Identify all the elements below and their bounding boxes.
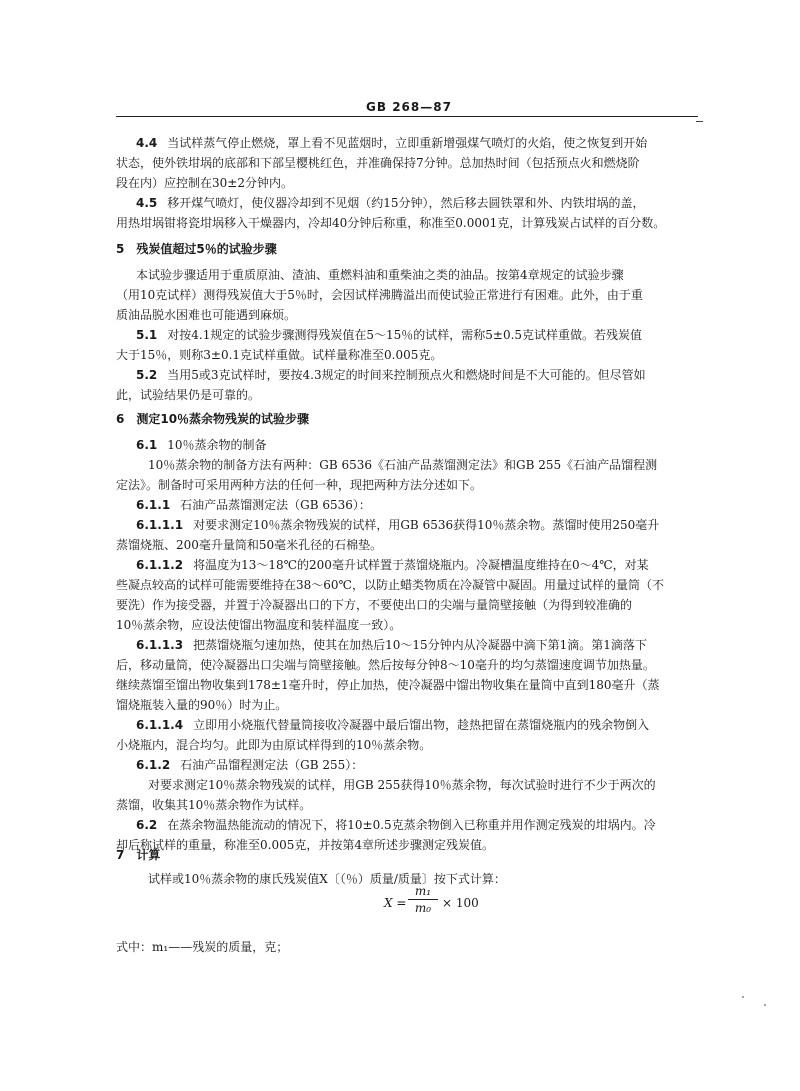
para-4-4-text-1: 当试样蒸气停止燃烧，罩上看不见蓝烟时，立即重新增强煤气喷灯的火焰，使之恢复到开始 <box>167 136 648 150</box>
para-6-1-number: 6.1 <box>136 438 158 452</box>
para-4-4-number: 4.4 <box>136 136 158 150</box>
para-6-1-1-3-line-2: 后，移动量筒，使冷凝器出口尖端与筒壁接触。然后按每分钟8～10毫升的均匀蒸馏速度调节加热量。 <box>116 658 655 672</box>
formula-denominator: m₀ <box>414 901 432 915</box>
para-5-1-line-2: 大于15％，则称3±0.1克试样重做。试样量称准至0.005克。 <box>116 348 443 362</box>
para-6-1-1-2-line-1 <box>136 556 649 574</box>
para-6-1-title-text: 10％蒸余物的制备 <box>167 438 267 452</box>
para-5-2-line-1 <box>136 366 646 384</box>
para-4-4-line-2: 状态，使外铁坩埚的底部和下部呈樱桃红色，并准确保持7分钟。总加热时间（包括预点火和燃烧阶 <box>116 156 640 170</box>
para-5-2-text-1: 当用5或3克试样时，要按4.3规定的时间来控制预点火和燃烧时间是不大可能的。但尽管如 <box>167 368 646 382</box>
section-7-heading: 7 计算 <box>116 848 161 862</box>
para-6-1-1-1-number: 6.1.1.1 <box>136 518 184 532</box>
para-6-1-1-1-text-1: 对要求测定10％蒸余物残炭的试样，用GB 6536获得10％蒸余物。蒸馏时使用250毫升 <box>193 518 660 532</box>
formula-lhs: X = <box>384 896 407 910</box>
s5-intro-line-2: （用10克试样）测得残炭值大于5％时，会因试样沸腾溢出而使试验正常进行有困难。此外，由于重 <box>116 288 643 302</box>
para-6-1-2-title <box>136 756 363 774</box>
para-5-1-text-1: 对按4.1规定的试验步骤测得残炭值在5～15％的试样，需称5±0.5克试样重做。若残炭值 <box>167 328 643 342</box>
para-6-1-2-title-text: 石油产品馏程测定法（GB 255）： <box>180 758 364 772</box>
para-6-1-1-3-text-1: 把蒸馏烧瓶匀速加热，使其在加热后10～15分钟内从冷凝器中滴下第1滴。第1滴落下 <box>193 638 647 652</box>
para-5-2-line-2: 此，试验结果仍是可靠的。 <box>116 388 261 402</box>
s7-where-line: 式中：m₁——残炭的质量，克； <box>116 940 289 954</box>
scan-speck <box>764 1004 766 1006</box>
para-6-1-line-1: 10％蒸余物的制备方法有两种：GB 6536《石油产品蒸馏测定法》和GB 255《石油产品馏程测 <box>148 458 658 472</box>
para-6-1-1-2-number: 6.1.1.2 <box>136 558 184 572</box>
para-6-1-line-2: 定法》。制备时可采用两种方法的任何一种，现把两种方法分述如下。 <box>116 478 483 492</box>
para-4-5-text-1: 移开煤气喷灯，使仪器冷却到不见烟（约15分钟），然后移去圆铁罩和外、内铁坩埚的盖， <box>167 196 645 210</box>
s5-intro-line-1: 本试验步骤适用于重质原油、渣油、重燃料油和重柴油之类的油品。按第4章规定的试验步骤 <box>136 268 624 282</box>
s5-intro-line-3: 质油品脱水困难也可能遇到麻烦。 <box>116 308 297 322</box>
para-4-5-line-1 <box>136 194 645 212</box>
para-6-1-1-title <box>136 496 371 514</box>
para-6-1-title <box>136 436 267 454</box>
section-6-heading: 6 测定10％蒸余物残炭的试验步骤 <box>116 412 310 426</box>
para-6-1-1-title-text: 石油产品蒸馏测定法（GB 6536）： <box>180 498 371 512</box>
para-6-1-1-1-line-1 <box>136 516 659 534</box>
para-6-1-1-2-line-3: 要洗）作为接受器，并置于冷凝器出口的下方，不要使出口的尖端与量筒壁接触（为得到较准确的 <box>116 598 633 612</box>
formula-numerator: m₁ <box>408 884 438 900</box>
para-6-1-1-3-number: 6.1.1.3 <box>136 638 184 652</box>
header-tick-mark <box>696 121 703 122</box>
para-6-1-1-4-text-1: 立即用小烧瓶代替量筒接收冷凝器中最后馏出物，趁热把留在蒸馏烧瓶内的残余物倒入 <box>193 718 650 732</box>
para-6-1-1-3-line-1 <box>136 636 647 654</box>
para-4-5-line-2: 用热坩埚钳将瓷坩埚移入干燥器内，冷却40分钟后称重，称准至0.0001克，计算残炭占试样的百分数。 <box>116 216 666 230</box>
s7-intro-line: 试样或10％蒸余物的康氏残炭值X〔（％）质量/质量〕按下式计算： <box>148 872 506 886</box>
para-6-1-1-2-line-4: 10％蒸余物，应设法使馏出物温度和装样温度一致）。 <box>116 618 402 632</box>
para-6-1-1-4-line-2: 小烧瓶内，混合均匀。此即为由原试样得到的10％蒸余物。 <box>116 738 432 752</box>
para-6-1-1-3-line-4: 馏烧瓶装入量的90％）时为止。 <box>116 698 288 712</box>
para-6-1-1-4-line-1 <box>136 716 649 734</box>
para-6-1-1-2-line-2: 些凝点较高的试样可能需要维持在38～60℃，以防止蜡类物质在冷凝管中凝固。用量过试样的量筒（不 <box>116 578 664 592</box>
formula-fraction <box>408 884 438 915</box>
para-4-4-line-3: 段在内）应控制在30±2分钟内。 <box>116 176 293 190</box>
para-5-1-number: 5.1 <box>136 328 158 342</box>
para-6-1-1-3-line-3: 继续蒸馏至馏出物收集到178±1毫升时，停止加热，使冷凝器中馏出物收集在量筒中直到180毫升（蒸 <box>116 678 660 692</box>
para-6-1-2-line-2: 蒸馏，收集其10％蒸余物作为试样。 <box>116 798 312 812</box>
section-5-heading: 5 残炭值超过5％的试验步骤 <box>116 242 277 256</box>
para-6-1-1-4-number: 6.1.1.4 <box>136 718 184 732</box>
para-4-5-number: 4.5 <box>136 196 158 210</box>
header-rule <box>116 116 698 117</box>
scan-speck <box>742 996 744 998</box>
para-5-2-number: 5.2 <box>136 368 158 382</box>
para-4-4-line-1 <box>136 134 647 152</box>
para-6-2-text-1: 在蒸余物温热能流动的情况下，将10±0.5克蒸余物倒入已称重并用作测定残炭的坩埚内。冷 <box>167 818 656 832</box>
formula <box>384 884 494 924</box>
page-header: GB 268—87 <box>366 100 452 114</box>
para-6-2-line-2: 却后称试样的重量，称准至0.005克，并按第4章所述步骤测定残炭值。 <box>116 838 494 852</box>
para-6-1-1-2-text-1: 将温度为13～18℃的200毫升试样置于蒸馏烧瓶内。冷凝槽温度维持在0～4℃，对某 <box>193 558 649 572</box>
para-5-1-line-1 <box>136 326 642 344</box>
para-6-2-number: 6.2 <box>136 818 158 832</box>
para-6-1-1-number: 6.1.1 <box>136 498 171 512</box>
para-6-2-line-1 <box>136 816 656 834</box>
para-6-1-2-line-1: 对要求测定10％蒸余物残炭的试样，用GB 255获得10％蒸余物，每次试验时进行不少于两次的 <box>148 778 656 792</box>
formula-rhs: × 100 <box>442 896 479 910</box>
para-6-1-1-1-line-2: 蒸馏烧瓶、200毫升量筒和50毫米孔径的石棉垫。 <box>116 538 383 552</box>
para-6-1-2-number: 6.1.2 <box>136 758 171 772</box>
